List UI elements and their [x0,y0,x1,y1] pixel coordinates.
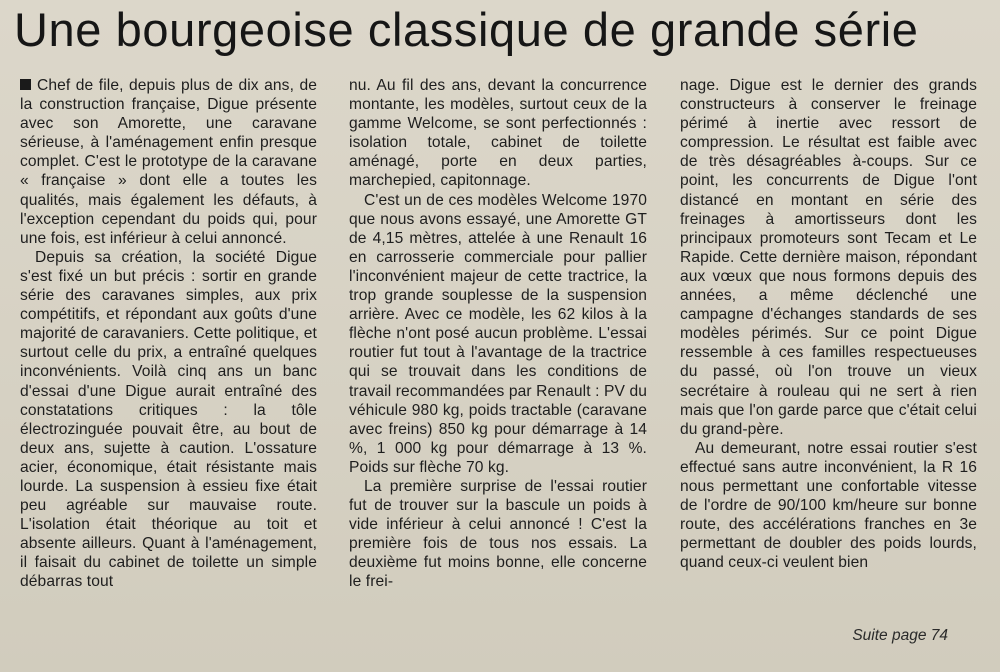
paragraph [20,76,317,248]
article-column-1 [20,76,317,592]
paragraph: Au demeurant, notre essai routier s'est effectué sans autre inconvénient, la R 16 nous permettant une confortable vitesse de l'ordre de 90/100 km/heure sur bonne route, des accélérations franches en 3e permettant de doubler des poids lourds, quand ceux-ci veulent bien [680,439,977,572]
continued-on-page-note: Suite page 74 [852,627,948,644]
bullet-square-icon [20,79,31,90]
paragraph: nage. Digue est le dernier des grands constructeurs à conserver le freinage périmé à inertie avec ressort de compression. Le résultat est faible avec de très désagréables à-coups. Sur ce point, les concurrents de Digue l'ont distancé en montant en série des freinages à amortisseurs dont les principaux promoteurs sont Tecam et Le Rapide. Cette dernière maison, répondant aux vœux que nous formons depuis des années, a même déclenché une campagne d'échanges standards de ses modèles périmés. Sur ce point Digue ressemble à ces familles respectueuses du passé, où l'on trouve un vieux secrétaire à rouleau qui ne sert à rien mais que l'on garde parce que c'était celui du grand-père. [680,77,977,438]
paragraph: Depuis sa création, la société Digue s'est fixé un but précis : sortir en grande série des caravanes simples, aux prix compétitifs, et répondant aux goûts d'une majorité de caravaniers. Cette politique, et surtout celle du prix, a entraîné quelques inconvénients. Voilà cinq ans un banc d'essai d'une Digue aurait entraîné des constatations critiques : la tôle électrozinguée pouvait être, au bout de deux ans, sujette à caution. L'ossature acier, économique, était résistante mais lourde. La suspension à essieu fixe était peu agréable sur mauvaise route. L'isolation était théorique au toit et absente ailleurs. Quant à l'aménagement, il faisait du cabinet de toilette un simple débarras tout [20,248,317,591]
paragraph: La première surprise de l'essai routier fut de trouver sur la bascule un poids à vide inférieur à celui annoncé ! C'est la première fois de tous nos essais. La deuxième fut moins bonne, elle concerne le frei- [349,477,647,591]
article-column-3 [680,76,977,572]
paragraph: nu. Au fil des ans, devant la concurrence montante, les modèles, surtout ceux de la gamme Welcome, se sont perfectionnés : isolation totale, cabinet de toilette aménagé, porte en deux parties, marchepied, capitonnage. [349,77,647,190]
paragraph: C'est un de ces modèles Welcome 1970 que nous avons essayé, une Amorette GT de 4,15 mètres, attelée à une Renault 16 en carrosserie commerciale pour pallier l'inconvénient majeur de cette tractrice, la trop grande souplesse de la suspension arrière. Avec ce modèle, les 62 kilos à la flèche n'ont posé aucun problème. L'essai routier fut tout à l'avantage de la tractrice qui se trouvait dans les conditions de travail recommandées par Renault : PV du véhicule 980 kg, poids tractable (caravane avec freins) 850 kg pour démarrage à 14 %, 1 000 kg pour démarrage à 13 %. Poids sur flèche 70 kg. [349,191,647,476]
article-column-2 [349,76,647,592]
paragraph-text: Chef de file, depuis plus de dix ans, de la construction française, Digue présente avec son Amorette, une caravane sérieuse, à l'aménagement enfin presque complet. C'est le prototype de la caravane « française » dont elle a toutes les qualités, mais également les défauts, à l'exception cependant du poids qui, pour une fois, est inférieur à celui annoncé. [20,77,317,247]
article-headline: Une bourgeoise classique de grande série [14,3,919,56]
